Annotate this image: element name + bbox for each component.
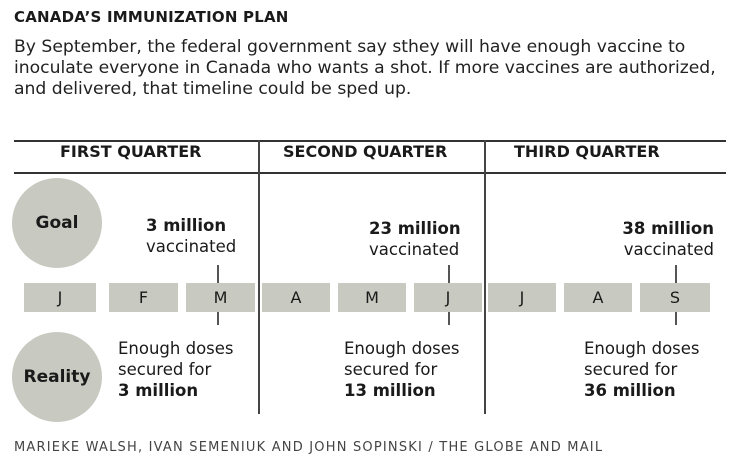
quarter-header-third: THIRD QUARTER bbox=[514, 142, 660, 161]
goal-circle bbox=[12, 178, 102, 268]
reality-q3-value: 36 million bbox=[584, 381, 676, 400]
reality-q1-line1: Enough doses bbox=[118, 339, 234, 358]
reality-q3-line2: secured for bbox=[584, 360, 678, 379]
reality-q1 bbox=[118, 338, 234, 401]
reality-q3-line1: Enough doses bbox=[584, 339, 700, 358]
reality-q1-value: 3 million bbox=[118, 381, 199, 400]
quarter-header-second: SECOND QUARTER bbox=[283, 142, 448, 161]
reality-q1-line2: secured for bbox=[118, 360, 212, 379]
month-box: A bbox=[262, 283, 330, 312]
month-box: J bbox=[488, 283, 556, 312]
goal-q2-text: vaccinated bbox=[369, 240, 460, 259]
reality-q2-value: 13 million bbox=[344, 381, 436, 400]
goal-q3 bbox=[614, 218, 714, 260]
goal-q1-text: vaccinated bbox=[146, 237, 237, 256]
month-box: M bbox=[338, 283, 406, 312]
month-box: F bbox=[109, 283, 178, 312]
reality-q2 bbox=[344, 338, 460, 401]
goal-q1-value: 3 million bbox=[146, 216, 227, 235]
page-title: CANADA’S IMMUNIZATION PLAN bbox=[14, 8, 289, 26]
quarter-divider-1 bbox=[258, 140, 260, 414]
month-box: J bbox=[414, 283, 482, 312]
goal-label: Goal bbox=[35, 213, 79, 233]
reality-q2-line1: Enough doses bbox=[344, 339, 460, 358]
reality-q2-line2: secured for bbox=[344, 360, 438, 379]
credit-line: MARIEKE WALSH, IVAN SEMENIUK AND JOHN SOPINSKI / THE GLOBE AND MAIL bbox=[14, 440, 604, 455]
quarter-header-first: FIRST QUARTER bbox=[60, 142, 202, 161]
month-box: M bbox=[186, 283, 255, 312]
reality-q3 bbox=[584, 338, 700, 401]
goal-q3-value: 38 million bbox=[622, 219, 714, 238]
goal-q3-text: vaccinated bbox=[623, 240, 714, 259]
quarter-divider-2 bbox=[484, 140, 486, 414]
reality-label: Reality bbox=[23, 367, 91, 387]
page-subtitle: By September, the federal government say sthey will have enough vaccine to inoculate everyone in Canada who wants a shot. If more vaccines are authorized, and delivered, that timeline could be sped up. bbox=[14, 37, 716, 99]
goal-q1 bbox=[146, 215, 236, 257]
reality-circle bbox=[12, 332, 102, 422]
goal-q2 bbox=[369, 218, 461, 260]
goal-q2-value: 23 million bbox=[369, 219, 461, 238]
month-box: S bbox=[640, 283, 710, 312]
month-box: A bbox=[564, 283, 632, 312]
month-box: J bbox=[24, 283, 96, 312]
header-rule bbox=[14, 172, 726, 174]
